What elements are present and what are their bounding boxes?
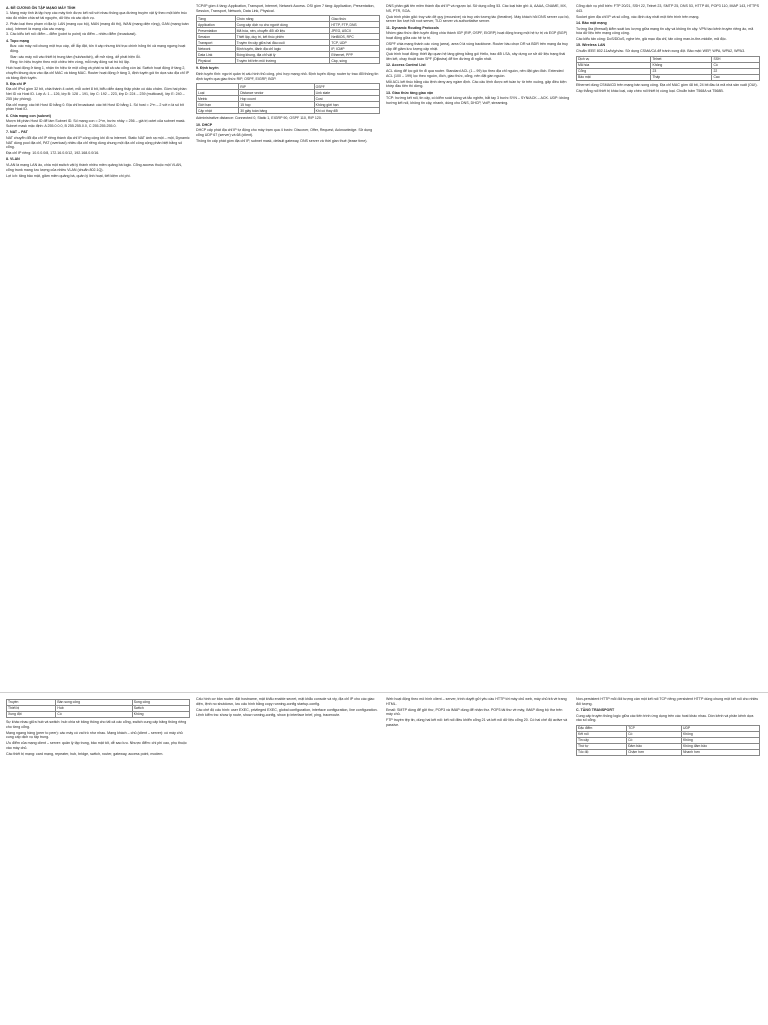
table-cell: Cao [712, 74, 760, 80]
paragraph: Địa chỉ IPv4 gồm 32 bit, chia thành 4 octet, mỗi octet 8 bit, biểu diễn dạng thập phân có dấu chấm. Gồm hai phần: Net ID và Host ID. Lớp A: 1 – 126, lớp B: 128 – 191, lớp C: 192 – 223, lớp D: 224 – 239 (multicast), lớp E: 240 – 255 (dự phòng). [6, 87, 188, 101]
data-table [196, 83, 380, 114]
column-3 [386, 697, 570, 1021]
table-cell: Chức năng [235, 16, 330, 22]
paragraph: Quá trình hoạt động: thiết lập quan hệ láng giềng bằng gói Hello, trao đổi LSA, xây dựng cơ sở dữ liệu trạng thái liên kết, chạy thuật toán SPF (Dijkstra) để tìm đường đi ngắn nhất. [386, 52, 566, 62]
table-cell: Mã hóa, nén, chuyển đổi dữ liệu [235, 28, 330, 34]
table-cell: Session [197, 34, 236, 40]
paragraph: Star: các máy nối vào thiết bị trung tâm (hub/switch), dễ mở rộng, dễ phát hiện lỗi. [10, 54, 141, 59]
table-cell: Kết nối [577, 732, 627, 738]
table-cell: Có [627, 732, 682, 738]
section-heading: 13. Giao thức tầng giao vận [386, 90, 434, 95]
table-cell: Hub [56, 705, 132, 711]
paragraph: Mượn bit phần Host ID để làm Subnet ID. Số mạng con = 2^m, bước nhảy = 256 – giá trị octet của subnet mask. Subnet mask mặc định: A 255.0.0.0, B 255.255.0.0, C 255.255.255.0. [6, 119, 186, 129]
column-4 [576, 697, 760, 1021]
table-cell: Metric [197, 96, 239, 102]
table-cell: Distance vector [239, 90, 314, 96]
paragraph: DNS phân giải tên miền thành địa chỉ IP và ngược lại. Sử dụng cổng 53. Các loại bản ghi: A, AAAA, CNAME, MX, NS, PTR, SOA. [386, 4, 567, 13]
table-cell: Có [627, 737, 682, 743]
table-cell: Truyền tin cậy giữa hai đầu cuối [235, 40, 330, 46]
table-cell: Đảm bảo [627, 743, 682, 749]
paragraph: Nhóm giao thức định tuyến động chia thành IGP (RIP, OSPF, EIGRP) hoạt động trong một hệ tự trị và EGP (BGP) hoạt động giữa các hệ tự trị. [386, 31, 568, 40]
table-cell: TCP, UDP [330, 40, 380, 46]
paragraph: Cấu hình cơ bản router: đặt hostname, mật khẩu enable secret, mật khẩu console và vty, địa chỉ IP cho các giao diện, lệnh no shutdown, lưu cấu hình bằng copy running-config startup-config. [196, 697, 375, 706]
table-cell: Cáp, sóng [330, 58, 380, 64]
table-cell: Giao thức [330, 16, 380, 22]
table-cell: TCP [627, 726, 682, 732]
data-table [576, 725, 760, 756]
table-cell: Mã hóa [577, 62, 651, 68]
section-heading: 5. Địa chỉ IP [6, 81, 27, 86]
table-cell: Truyền bit trên môi trường [235, 58, 330, 64]
table-row [197, 108, 380, 114]
paragraph: Socket gồm địa chỉ IP và số cổng, xác định duy nhất một tiến trình trên mạng. [576, 14, 700, 19]
paragraph: Địa chỉ mạng: các bit Host ID bằng 0. Địa chỉ broadcast: các bit Host ID bằng 1. Số host = 2^n – 2 với n là số bit phần Host ID. [6, 102, 184, 112]
paragraph: Email: SMTP dùng để gửi thư, POP3 và IMAP dùng để nhận thư. POP3 tải thư về máy, IMAP đồng bộ thư trên máy chủ. [386, 707, 563, 717]
paragraph: 2. Phân loại theo phạm vi địa lý: LAN (mạng cục bộ), MAN (mạng đô thị), WAN (mạng diện rộng), GAN (mạng toàn cầu). Internet là mạng của các mạng. [6, 21, 189, 31]
paragraph: 1. Mạng máy tính là tập hợp các máy tính được kết nối với nhau thông qua đường truyền vật lý theo một kiến trúc nào đó nhằm chia sẻ tài nguyên, dữ liệu và các dịch vụ. [6, 11, 188, 20]
section-heading: 12. Access Control List [386, 63, 426, 68]
data-table [576, 56, 760, 81]
paragraph: Địa chỉ IP riêng: 10.0.0.0/8, 172.16.0.0/12, 192.168.0.0/16. [6, 151, 100, 156]
table-cell: Tầng [197, 16, 236, 22]
paragraph: VLAN là mạng LAN ảo, chia một switch vật lý thành nhiều miền quảng bá logic. Cổng access thuộc một VLAN, cổng trunk mang lưu lượng của nhiều VLAN (chuẩn 802.1Q). [6, 163, 182, 172]
table-cell: Application [197, 22, 236, 28]
paragraph: Ưu điểm của mạng client – server: quản lý tập trung, bảo mật tốt, dễ sao lưu. Nhược điểm: chi phí cao, phụ thuộc vào máy chủ. [6, 741, 187, 750]
table-cell: Thấp [651, 74, 712, 80]
table-cell: Không [682, 732, 760, 738]
table-cell: Không [682, 737, 760, 743]
table-cell: Ethernet, PPP [330, 52, 380, 58]
table-cell: Song công [132, 700, 189, 706]
paragraph: Tường lửa (firewall) kiểm soát lưu lượng giữa mạng tin cậy và không tin cậy. VPN tạo kênh truyền riêng ảo, mã hóa dữ liệu trên mạng công cộng. [576, 26, 754, 36]
paragraph: Mỗi ACL kết thúc bằng câu lệnh deny any ngầm định. Các câu lệnh được xét tuần tự từ trên xuống, gặp điều kiện khớp đầu tiên thì dừng. [386, 79, 567, 89]
paragraph: TCP: hướng kết nối, tin cậy, có kiểm soát luồng và tắc nghẽn, bắt tay 3 bước SYN – SYN/ACK – ACK. UDP: không hướng kết nối, không tin cậy, nhanh, dùng cho DNS, DHCP, VoIP, streaming. [386, 96, 570, 105]
paragraph: Các thiết bị mạng: card mạng, repeater, hub, bridge, switch, router, gateway, access point, modem. [6, 751, 164, 756]
section-heading: 7. NAT – PAT [6, 130, 28, 135]
paragraph: Cổng dịch vụ phổ biến: FTP 20/21, SSH 22, Telnet 23, SMTP 25, DNS 53, HTTP 80, POP3 110, IMAP 143, HTTPS 443. [576, 4, 759, 13]
table-cell: Presentation [197, 28, 236, 34]
table-cell: Tin cậy [577, 737, 627, 743]
table-cell: Truyền [7, 700, 56, 706]
table-cell: Switch [132, 705, 189, 711]
section-heading: C. TẦNG TRANSPORT [576, 707, 615, 712]
paragraph: Ring: tín hiệu truyền theo một chiều trên vòng, mỗi máy đóng vai trò bộ lặp. [10, 60, 130, 65]
column-1 [6, 4, 190, 686]
column-3 [386, 4, 570, 686]
table-cell: UDP [682, 726, 760, 732]
column-1 [6, 697, 190, 1021]
paragraph: Thông tin cấp phát gồm địa chỉ IP, subnet mask, default gateway, DNS server và thời gian thuê (lease time). [196, 138, 368, 143]
table-cell: Hop count [239, 96, 314, 102]
section-heading: 11. Dynamic Routing Protocols [386, 25, 439, 30]
table-cell: Xung đột [7, 711, 56, 717]
table-cell: JPEG, ASCII [330, 28, 380, 34]
table-cell: Giới hạn [197, 102, 239, 108]
section-heading: 6. Chia mạng con (subnet) [6, 113, 51, 118]
paragraph: TCP/IP gồm 4 tầng: Application, Transport, Internet, Network Access. OSI gồm 7 tầng: Application, Presentation, Session, Transport, Network, Data Link, Physical. [196, 4, 375, 13]
paragraph: Chuẩn IEEE 802.11a/b/g/n/ac. Sử dụng CSMA/CA để tránh xung đột. Bảo mật: WEP, WPA, WPA2, WPA3. [576, 49, 746, 53]
table-cell: Đóng khung, địa chỉ vật lý [235, 52, 330, 58]
paragraph: DHCP cấp phát địa chỉ IP tự động cho máy trạm qua 4 bước: Discover, Offer, Request, Acknowledge. Sử dụng cổng UDP 67 (server) và 68 (client). [196, 128, 373, 137]
table-cell: IP, ICMP [330, 46, 380, 52]
section-heading: 10. DHCP [196, 122, 213, 127]
column-4 [576, 4, 760, 686]
paragraph: ACL dùng để lọc gói tin đi qua router. Standard ACL (1 – 99) lọc theo địa chỉ nguồn, nên đặt gần đích. Extended ACL (100 – 199) lọc theo nguồn, đích, giao thức, cổng, nên đặt gần nguồn. [386, 69, 564, 78]
section-heading: 8. VLAN [6, 157, 20, 162]
table-cell: Tốc độ [577, 749, 627, 755]
paragraph: Bus: các máy nối chung một trục cáp, dễ lắp đặt, tốn ít cáp nhưng khi trục chính hỏng thì cả mạng ngưng hoạt động. [10, 44, 186, 53]
paragraph: Administrative distance: Connected 0, Static 1, EIGRP 90, OSPF 110, RIP 120. [196, 116, 322, 121]
paragraph: Ethernet dùng CSMA/CD trên mạng bán song công. Địa chỉ MAC gồm 48 bit, 24 bit đầu là mã nhà sản xuất (OUI). [576, 82, 758, 87]
section-heading: 9. Định tuyến [196, 66, 219, 71]
table-cell: RIP [239, 84, 314, 90]
paragraph: Non-persistent HTTP mỗi đối tượng cần một kết nối TCP riêng; persistent HTTP dùng chung một kết nối cho nhiều đối tượng. [576, 697, 759, 706]
data-table [196, 15, 380, 64]
table-cell: Bán song công [56, 700, 132, 706]
section-heading: 15. Wireless LAN [576, 43, 606, 48]
table-cell: Thiết bị [7, 705, 56, 711]
table-cell: Nhanh hơn [682, 749, 760, 755]
paragraph: Các kiểu tấn công: DoS/DDoS, nghe lén, giả mạo địa chỉ, tấn công man-in-the-middle, mã độc. [576, 37, 727, 42]
paragraph: Các chế độ cấu hình: user EXEC, privileged EXEC, global configuration, interface configuration, line configuration. [196, 707, 378, 712]
table-cell: 23 [651, 68, 712, 74]
table-cell: Có [56, 711, 132, 717]
table-cell: Data Link [197, 52, 236, 58]
column-2 [196, 697, 380, 1021]
paragraph: Web hoạt động theo mô hình client – server, trình duyệt gửi yêu cầu HTTP tới máy chủ web, máy chủ trả về trang HTML. [386, 697, 567, 706]
paragraph: Lợi ích: tăng bảo mật, giảm miền quảng bá, quản lý linh hoạt, tiết kiệm chi phí. [6, 173, 131, 178]
table-cell: Thiết lập, duy trì, kết thúc phiên [235, 34, 330, 40]
section-heading: 4. Topo mạng [6, 38, 30, 43]
page-bottom [0, 692, 768, 1025]
table-row [577, 749, 760, 755]
table-cell: Không giới hạn [314, 102, 379, 108]
table-cell: Physical [197, 58, 236, 64]
table-cell: Dịch vụ [577, 56, 651, 62]
paragraph: NAT chuyển đổi địa chỉ IP riêng thành địa chỉ IP công cộng khi đi ra Internet. Static NAT ánh xạ một – một, Dynamic NAT dùng pool địa chỉ, PAT (overload) nhiều địa chỉ riêng dùng chung một địa chỉ công cộng phân biệt bằng số cổng. [6, 135, 190, 150]
table-cell: 15 hop [239, 102, 314, 108]
table-cell: SSH [712, 56, 760, 62]
table-cell: Link state [314, 90, 379, 96]
paragraph: Sự khác nhau giữa hub và switch: hub chia sẻ băng thông cho tất cả các cổng, switch cung cấp băng thông riêng cho từng cổng. [6, 719, 187, 729]
table-cell: Transport [197, 40, 236, 46]
table-cell: Cổng [577, 68, 651, 74]
table-cell: Cost [314, 96, 379, 102]
table-cell: 22 [712, 68, 760, 74]
table-cell: Chậm hơn [627, 749, 682, 755]
paragraph: Hub hoạt động ở tầng 1, nhận tín hiệu từ một cổng và phát ra tất cả các cổng còn lại. Switch hoạt động ở tầng 2, chuyển khung dựa vào địa chỉ MAC và bảng MAC. Router hoạt động ở tầng 3, định tuyến gói tin dựa vào địa chỉ IP và bảng định tuyến. [6, 66, 189, 80]
paragraph: Quá trình phân giải: truy vấn đệ quy (recursive) và truy vấn tương tác (iterative). Máy khách hỏi DNS server cục bộ, server lần lượt hỏi root server, TLD server và authoritative server. [386, 14, 570, 24]
table-cell: Telnet [651, 56, 712, 62]
data-table [6, 699, 190, 718]
table-cell: OSPF [314, 84, 379, 90]
table-cell: 30 giây toàn bảng [239, 108, 314, 114]
table-cell: Cung cấp dịch vụ cho người dùng [235, 22, 330, 28]
table-row [577, 74, 760, 80]
paragraph: Định tuyến tĩnh: người quản trị cấu hình thủ công, phù hợp mạng nhỏ. Định tuyến động: router tự trao đổi thông tin định tuyến qua giao thức RIP, OSPF, EIGRP, BGP. [196, 71, 379, 81]
table-cell: Bảo mật [577, 74, 651, 80]
table-cell: Không [651, 62, 712, 68]
paragraph: 3. Các kiểu kết nối: điểm – điểm (point to point) và điểm – nhiều điểm (broadcast). [6, 32, 137, 37]
section-heading: 14. Bảo mật mạng [576, 20, 607, 25]
section-heading: A. ĐỀ CƯƠNG ÔN TẬP MẠNG MÁY TÍNH [6, 5, 76, 10]
paragraph: Cung cấp truyền thông logic giữa các tiến trình ứng dụng trên các host khác nhau. Dồn kênh và phân kênh dựa vào số cổng. [576, 713, 754, 723]
table-cell: NetBIOS, RPC [330, 34, 380, 40]
table-row [7, 711, 190, 717]
table-cell: Cập nhật [197, 108, 239, 114]
paragraph: FTP truyền tệp tin, dùng hai kết nối: kết nối điều khiển cổng 21 và kết nối dữ liệu cổng 20. Có hai chế độ active và passive. [386, 718, 568, 727]
column-2 [196, 4, 380, 686]
paragraph: Cáp thẳng nối thiết bị khác loại, cáp chéo nối thiết bị cùng loại. Chuẩn bấm T568A và T568B. [576, 88, 724, 93]
table-row [197, 58, 380, 64]
table-cell: Không đảm bảo [682, 743, 760, 749]
table-cell: Loại [197, 90, 239, 96]
paragraph: OSPF chia mạng thành các vùng (area), area 0 là vùng backbone. Router bầu chọn DR và BDR trên mạng đa truy cập để giảm lưu lượng cập nhật. [386, 41, 568, 51]
table-cell: Khi có thay đổi [314, 108, 379, 114]
table-cell: Đặc điểm [577, 726, 627, 732]
table-cell: HTTP, FTP, DNS [330, 22, 380, 28]
table-cell: Thứ tự [577, 743, 627, 749]
table-cell: Network [197, 46, 236, 52]
table-cell: Định tuyến, đánh địa chỉ logic [235, 46, 330, 52]
paragraph: Mạng ngang hàng (peer to peer): các máy có vai trò như nhau. Mạng khách – chủ (client – server): có máy chủ cung cấp dịch vụ tập trung. [6, 730, 183, 740]
table-cell: Có [712, 62, 760, 68]
paragraph: Lệnh kiểm tra: show ip route, show running-config, show ip interface brief, ping, traceroute. [196, 713, 341, 718]
table-cell: Không [132, 711, 189, 717]
